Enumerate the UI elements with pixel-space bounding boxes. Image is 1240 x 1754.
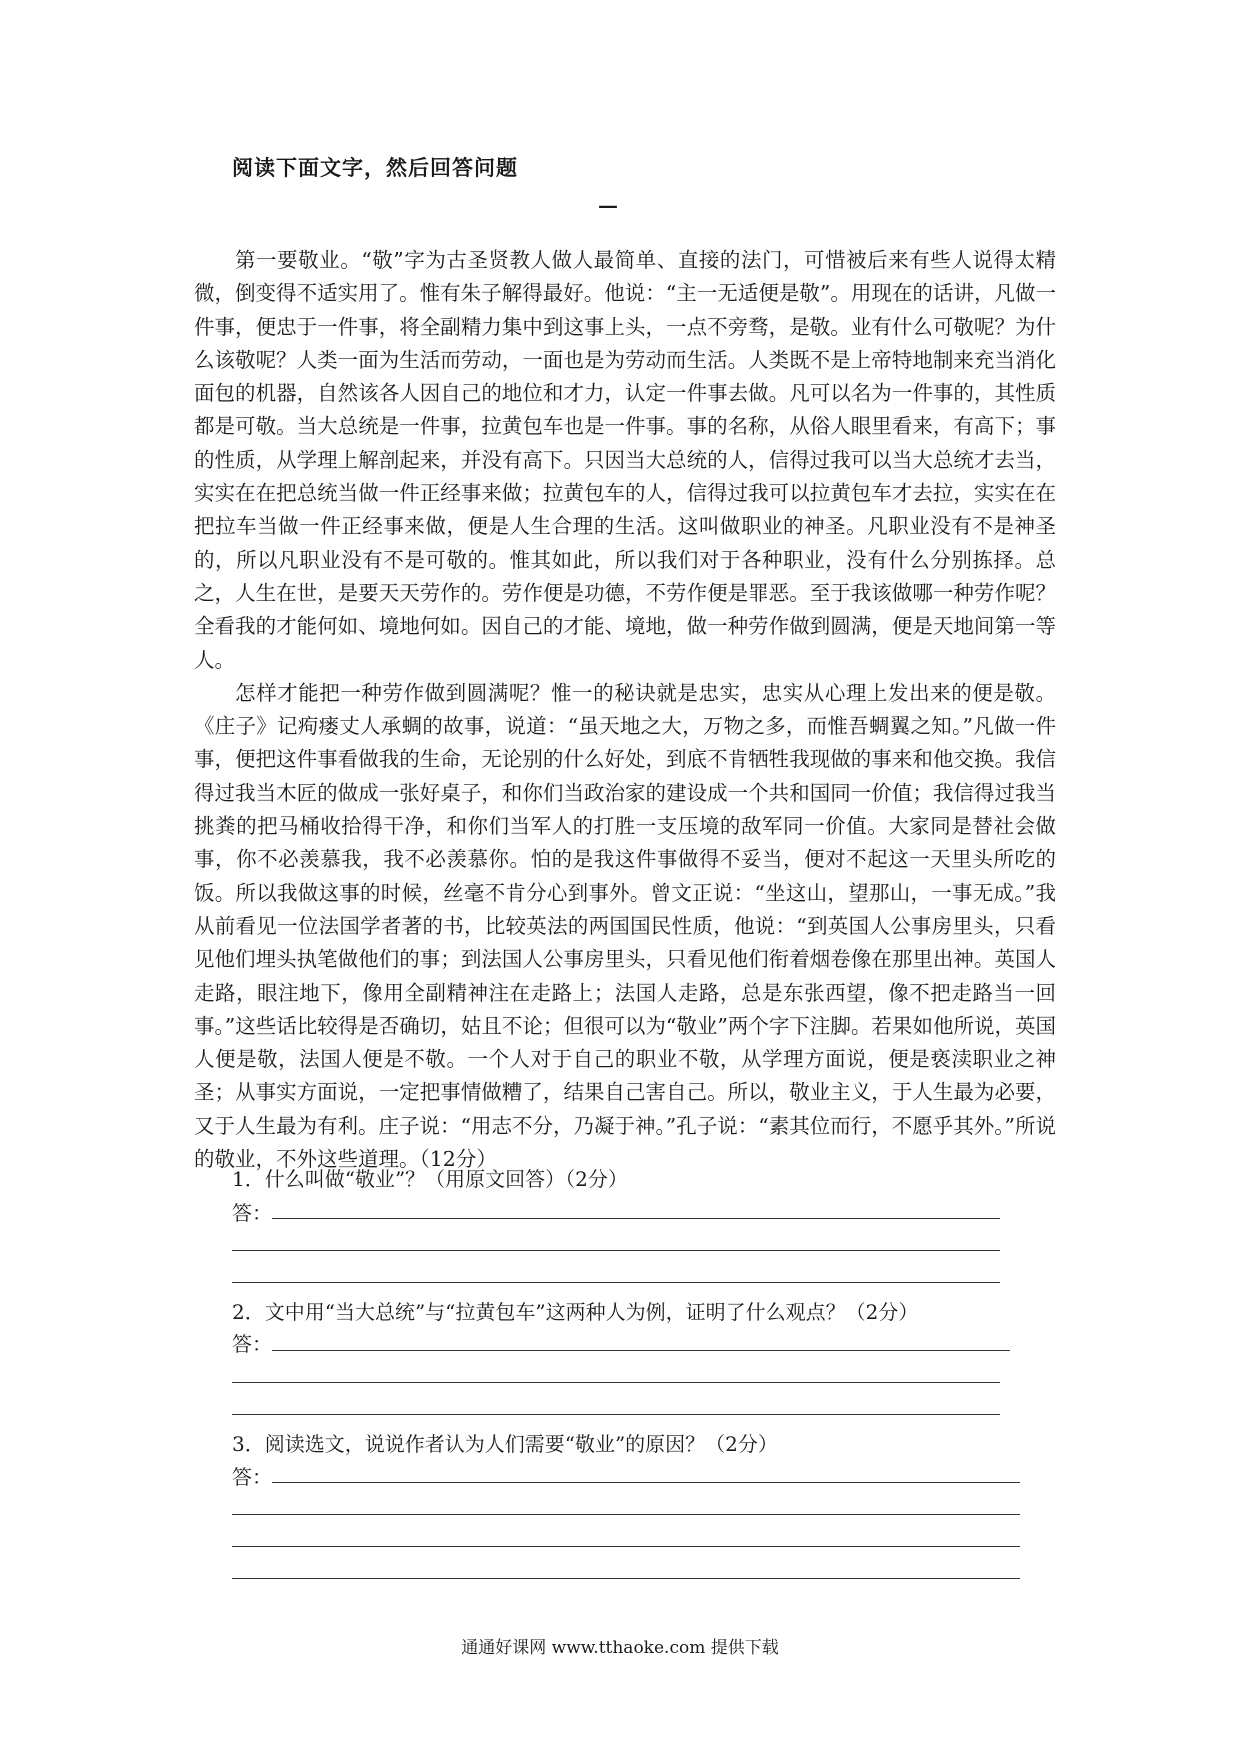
question-1: 1．什么叫做“敬业”？（用原文回答）（2分） (232, 1167, 628, 1191)
question-2: 2．文中用“当大总统”与“拉黄包车”这两种人为例，证明了什么观点？（2分） (232, 1300, 919, 1324)
section-number: — (598, 193, 618, 217)
instruction-heading: 阅读下面文字，然后回答问题 (232, 155, 518, 180)
answer-line[interactable] (232, 1382, 1000, 1383)
passage-paragraph-2: 怎样才能把一种劳作做到圆满呢？惟一的秘诀就是忠实，忠实从心理上发出来的便是敬。《庄子》记痀瘘丈人承蜩的故事，说道：“虽天地之大，万物之多，而惟吾蜩翼之知。”凡做一件事，便把这件事看做我的生命，无论别的什么好处，到底不肯牺牲我现做的事来和他交换。我信得过我当木匠的做成一张好桌子，和你们当政治家的建设成一个共和国同一价值；我信得过我当挑粪的把马桶收拾得干净，和你们当军人的打胜一支压境的敌军同一价值。大家同是替社会做事，你不必羡慕我，我不必羡慕你。怕的是我这件事做得不妥当，便对不起这一天里头所吃的饭。所以我做这事的时候，丝毫不肯分心到事外。曾文正说：“坐这山，望那山，一事无成。”我从前看见一位法国学者著的书，比较英法的两国国民性质，他说：“到英国人公事房里头，只看见他们埋头执笔做他们的事；到法国人公事房里头，只看见他们衔着烟卷像在那里出神。英国人走路，眼注地下，像用全副精神注在走路上；法国人走路，总是东张西望，像不把走路当一回事。”这些话比较得是否确切，姑且不论；但很可以为“敬业”两个字下注脚。若果如他所说，英国人便是敬，法国人便是不敬。一个人对于自己的职业不敬，从学理方面说，便是亵渎职业之神圣；从事实方面说，一定把事情做糟了，结果自己害自己。所以，敬业主义，于人生最为必要，又于人生最为有利。庄子说：“用志不分，乃凝于神。”孔子说：“素其位而行，不愿乎其外。”所说的敬业，不外这些道理。（12分） (194, 680, 1056, 1172)
answer-line[interactable] (272, 1350, 1010, 1351)
answer-line[interactable] (232, 1578, 1020, 1579)
answer-label-1: 答： (232, 1201, 272, 1225)
answer-line[interactable] (232, 1282, 1000, 1283)
page-footer: 通通好课网 www.tthaoke.com 提供下载 (461, 1638, 779, 1658)
answer-label-3: 答： (232, 1465, 272, 1489)
answer-label-2: 答： (232, 1332, 272, 1356)
answer-line[interactable] (232, 1250, 1000, 1251)
answer-line[interactable] (232, 1514, 1020, 1515)
passage-paragraph-1: 第一要敬业。“敬”字为古圣贤教人做人最简单、直接的法门，可惜被后来有些人说得太精微，倒变得不适实用了。惟有朱子解得最好。他说：“主一无适便是敬”。用现在的话讲，凡做一件事，便忠于一件事，将全副精力集中到这事上头，一点不旁骛，是敬。业有什么可敬呢？为什么该敬呢？人类一面为生活而劳动，一面也是为劳动而生活。人类既不是上帝特地制来充当消化面包的机器，自然该各人因自己的地位和才力，认定一件事去做。凡可以名为一件事的，其性质都是可敬。当大总统是一件事，拉黄包车也是一件事。事的名称，从俗人眼里看来，有高下；事的性质，从学理上解剖起来，并没有高下。只因当大总统的人，信得过我可以当大总统才去当，实实在在把总统当做一件正经事来做；拉黄包车的人，信得过我可以拉黄包车才去拉，实实在在把拉车当做一件正经事来做，便是人生合理的生活。这叫做职业的神圣。凡职业没有不是神圣的，所以凡职业没有不是可敬的。惟其如此，所以我们对于各种职业，没有什么分别拣择。总之，人生在世，是要天天劳作的。劳作便是功德，不劳作便是罪恶。至于我该做哪一种劳作呢？全看我的才能何如、境地何如。因自己的才能、境地，做一种劳作做到圆满，便是天地间第一等人。 (194, 248, 1056, 672)
answer-line[interactable] (232, 1546, 1020, 1547)
answer-line[interactable] (272, 1482, 1020, 1483)
reading-passage (194, 244, 1056, 1176)
question-3: 3．阅读选文，说说作者认为人们需要“敬业”的原因？（2分） (232, 1432, 778, 1456)
answer-line[interactable] (272, 1218, 1000, 1219)
answer-line[interactable] (232, 1414, 1000, 1415)
